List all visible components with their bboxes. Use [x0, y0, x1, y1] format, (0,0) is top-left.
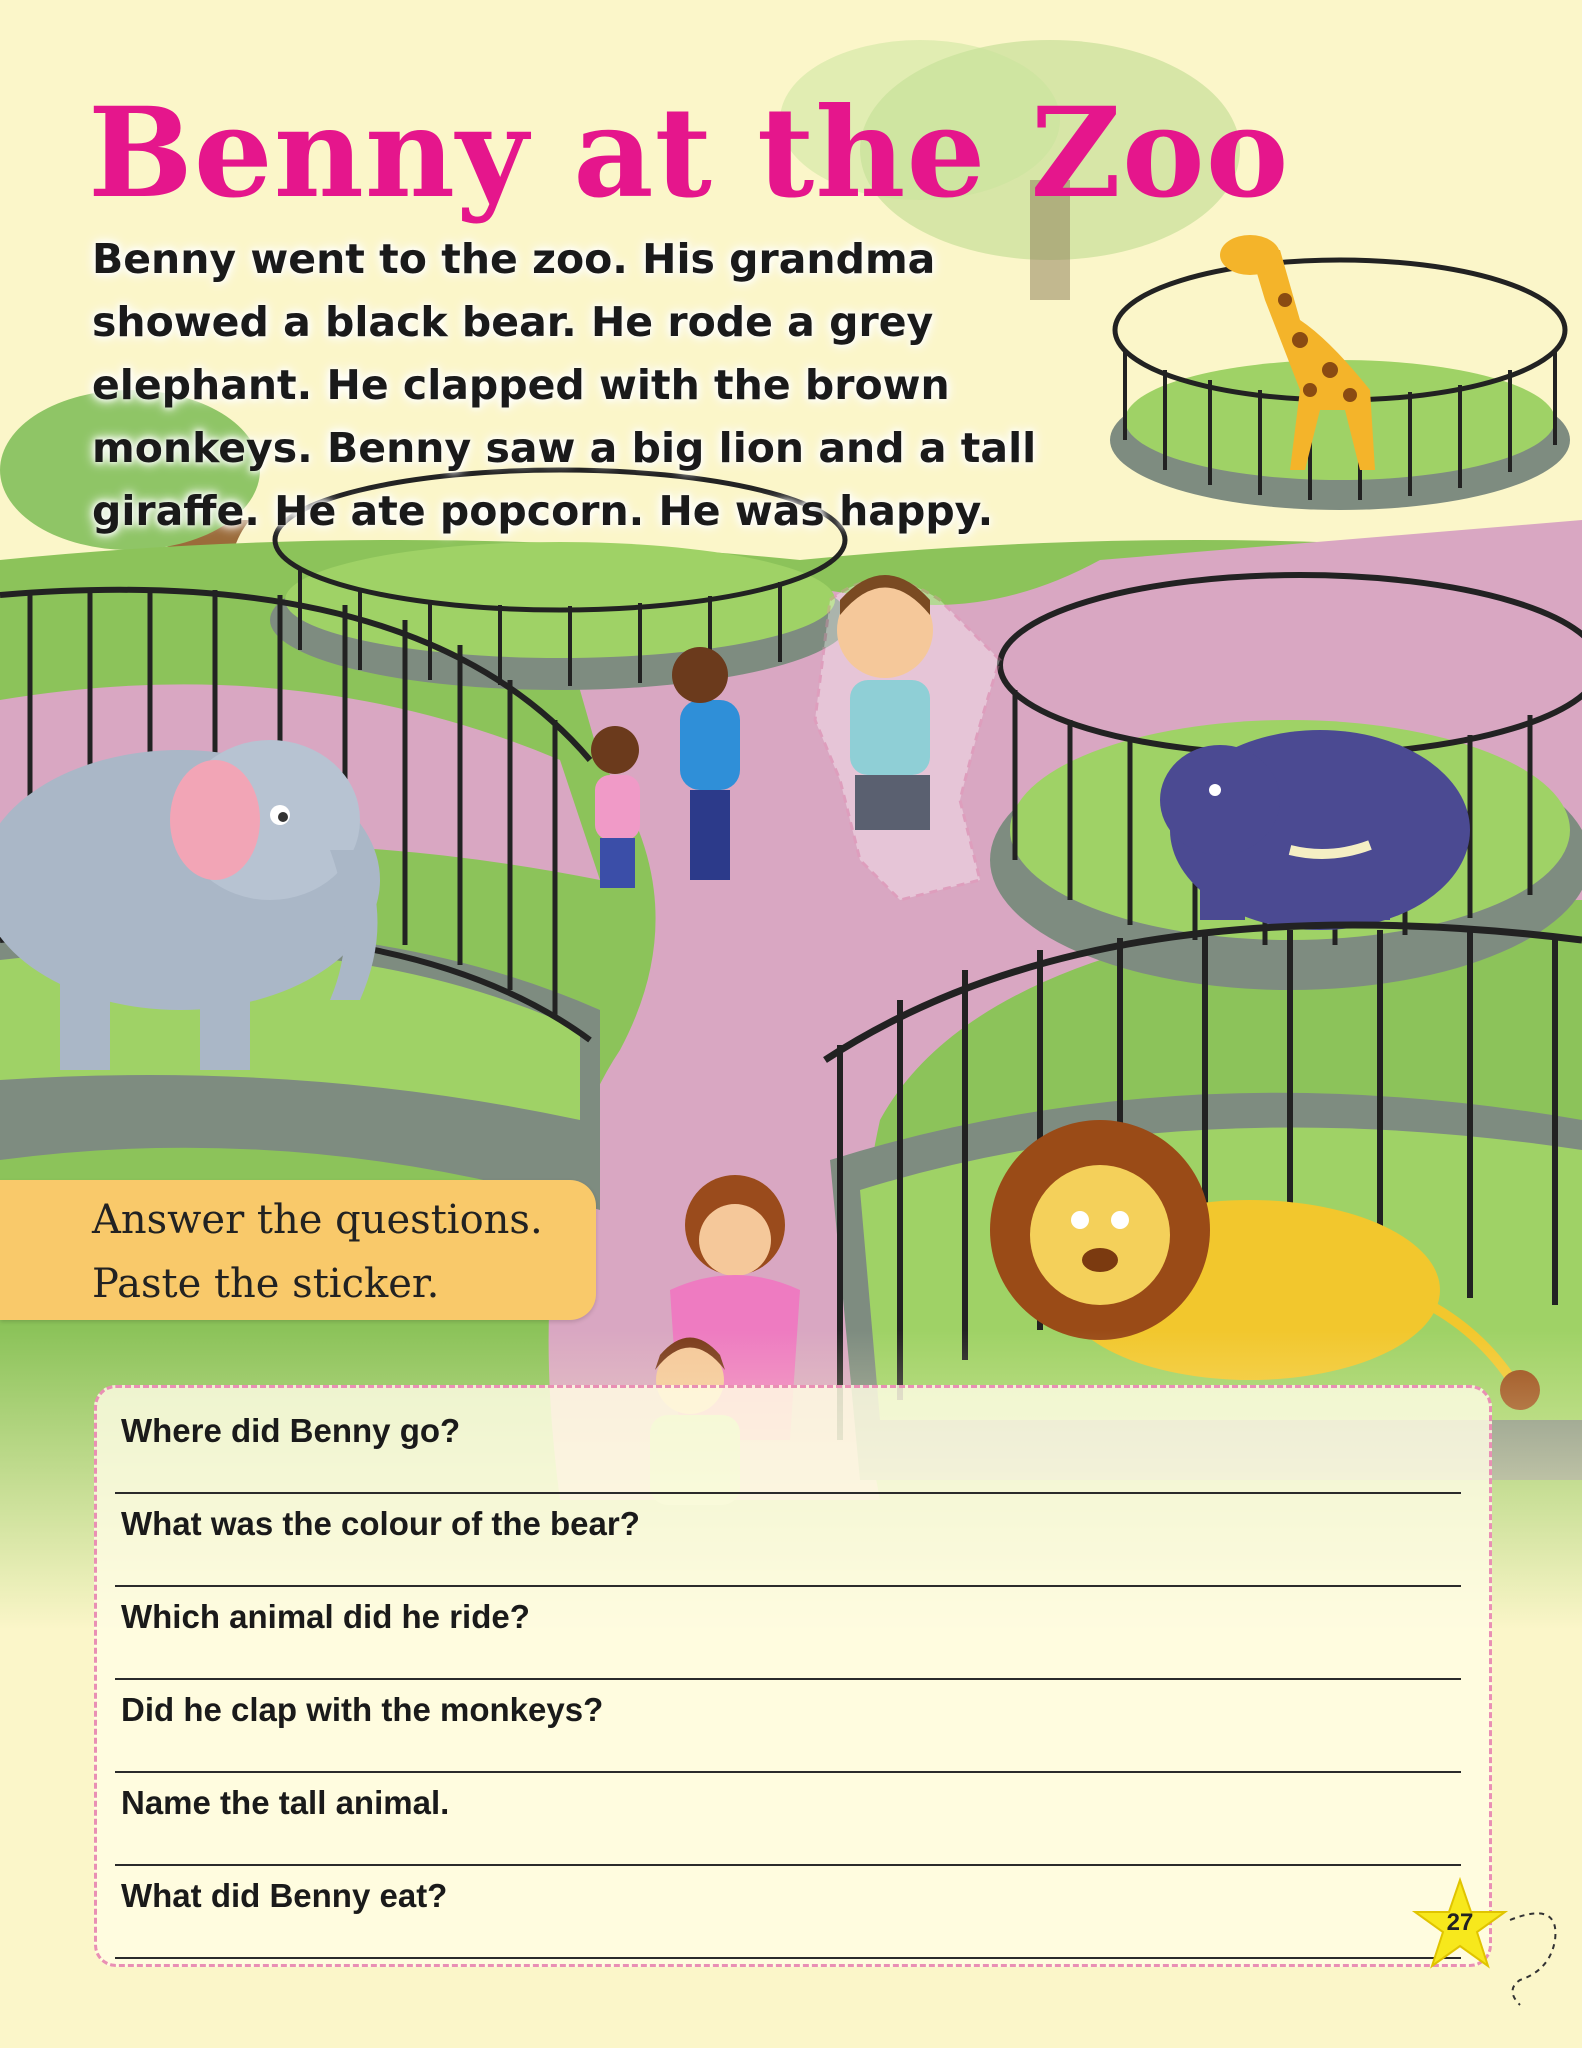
question-5: Name the tall animal. — [121, 1784, 450, 1821]
bear-icon — [1160, 730, 1470, 930]
answer-line-3[interactable] — [115, 1678, 1461, 1680]
instruction-banner — [0, 1180, 596, 1320]
story-paragraph: Benny went to the zoo. His grandma showed a black bear. He rode a grey elephant. He clapped with the brown monkeys. Benny saw a big lion and a tall giraffe. He ate popcorn. He was happy. — [92, 235, 1037, 535]
questions-box — [94, 1385, 1492, 1967]
page-number: 27 — [1446, 1909, 1474, 1936]
answer-line-2[interactable] — [115, 1585, 1461, 1587]
question-3: Which animal did he ride? — [121, 1598, 530, 1635]
page-number-badge — [1410, 1876, 1510, 1976]
page-title: Benny at the Zoo — [88, 81, 1290, 226]
answer-line-6[interactable] — [115, 1957, 1461, 1959]
question-6: What did Benny eat? — [121, 1877, 448, 1914]
answer-line-4[interactable] — [115, 1771, 1461, 1773]
answer-line-1[interactable] — [115, 1492, 1461, 1494]
dotted-trail-icon — [1500, 1880, 1580, 2010]
instruction-line-1: Answer the questions. — [92, 1197, 543, 1243]
instruction-line-2: Paste the sticker. — [92, 1261, 440, 1307]
question-2: What was the colour of the bear? — [121, 1505, 640, 1542]
question-1: Where did Benny go? — [121, 1412, 461, 1449]
question-4: Did he clap with the monkeys? — [121, 1691, 604, 1728]
answer-line-5[interactable] — [115, 1864, 1461, 1866]
